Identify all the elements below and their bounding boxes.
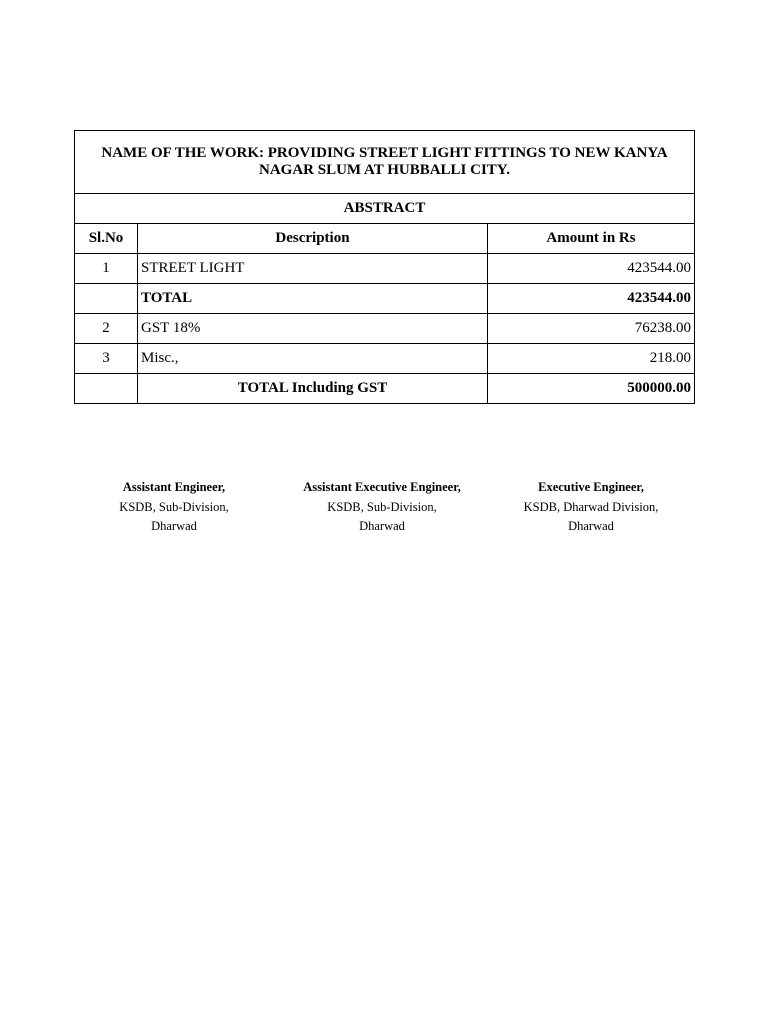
signature-title: Assistant Engineer,: [122, 480, 226, 494]
row-description: STREET LIGHT: [138, 254, 488, 284]
row-slno: [75, 284, 138, 314]
row-description: Misc.,: [138, 344, 488, 374]
work-title: NAME OF THE WORK: PROVIDING STREET LIGHT FITTINGS TO NEW KANYA NAGAR SLUM AT HUBBALLI CITY.: [75, 131, 695, 194]
title-row: [75, 131, 695, 194]
signature-location: Dharwad: [568, 519, 614, 533]
signature-office: KSDB, Sub-Division,: [119, 499, 229, 514]
signature-title: Assistant Executive Engineer,: [303, 480, 461, 494]
signature-section: [74, 478, 694, 538]
column-header-slno: Sl.No: [75, 224, 138, 254]
row-slno: 2: [75, 314, 138, 344]
row-amount: 423544.00: [488, 284, 695, 314]
table-row: [75, 344, 695, 374]
row-amount: 76238.00: [488, 314, 695, 344]
abstract-heading-row: [75, 194, 695, 224]
abstract-table: [74, 130, 695, 404]
column-header-amount: Amount in Rs: [488, 224, 695, 254]
grand-total-label: TOTAL Including GST: [138, 374, 488, 404]
signature-office: KSDB, Dharwad Division,: [523, 499, 659, 514]
signature-office: KSDB, Sub-Division,: [327, 499, 437, 514]
column-header-description: Description: [138, 224, 488, 254]
table-row: [75, 314, 695, 344]
grand-total-row: [75, 374, 695, 404]
row-amount: 218.00: [488, 344, 695, 374]
header-row: [75, 224, 695, 254]
abstract-heading: ABSTRACT: [75, 194, 695, 224]
row-slno: 3: [75, 344, 138, 374]
row-slno: 1: [75, 254, 138, 284]
row-description: TOTAL: [138, 284, 488, 314]
grand-total-slno: [75, 374, 138, 404]
table-row: [75, 284, 695, 314]
signature-executive-engineer: [491, 478, 691, 537]
grand-total-amount: 500000.00: [488, 374, 695, 404]
row-amount: 423544.00: [488, 254, 695, 284]
table-row: [75, 254, 695, 284]
signature-location: Dharwad: [359, 519, 405, 533]
signature-assistant-engineer: [74, 478, 274, 537]
signature-location: Dharwad: [151, 519, 197, 533]
signature-title: Executive Engineer,: [538, 480, 644, 494]
row-description: GST 18%: [138, 314, 488, 344]
signature-assistant-executive-engineer: [282, 478, 482, 537]
